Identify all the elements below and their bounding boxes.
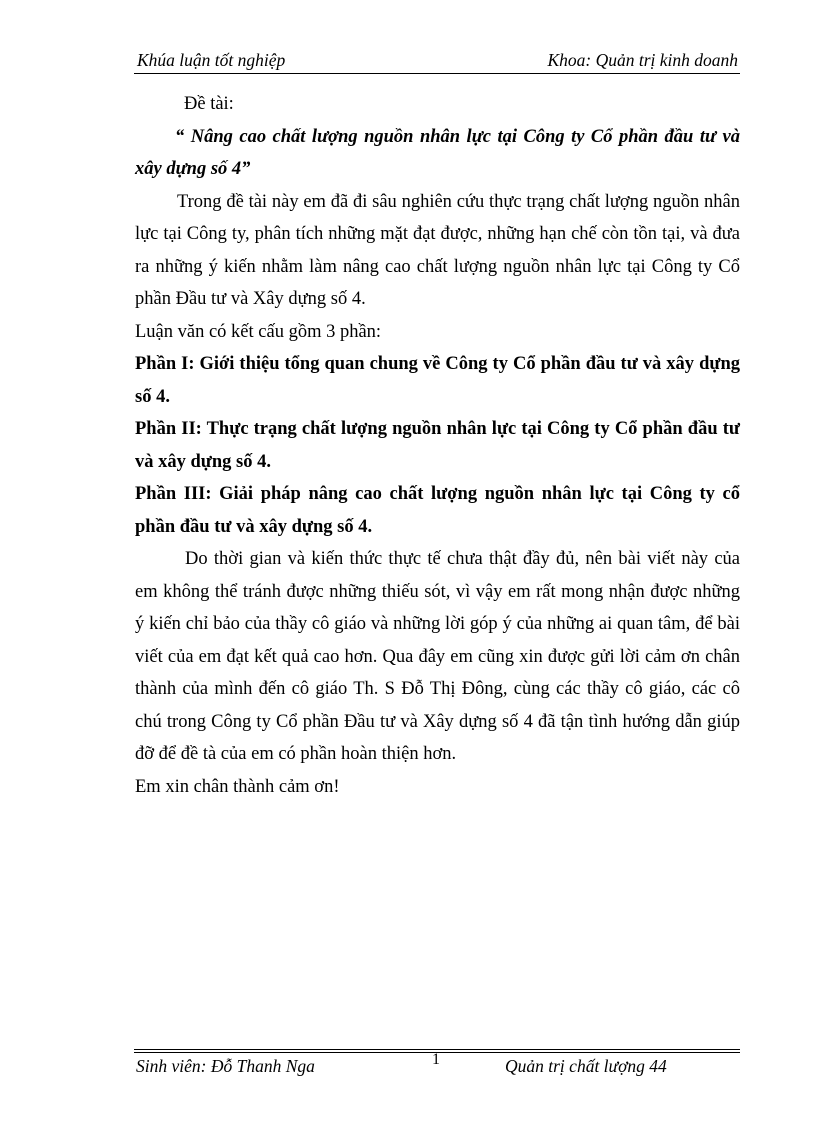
page-footer — [134, 1051, 740, 1080]
footer-class: Quản trị chất lượng 44 — [505, 1056, 667, 1076]
closing-paragraph: Do thời gian và kiến thức thực tế chưa thật đầy đủ, nên bài viết này của em không thể tránh được những thiếu sót, vì vậy em rất mong nhận được những ý kiến chỉ bảo của thầy cô giáo và những lời góp ý của những ai quan tâm, để bài viết của em đạt kết quả cao hơn. Qua đây em cũng xin được gửi lời cảm ơn chân thành của mình đến cô giáo Th. S Đỗ Thị Đông, cùng các thầy cô giáo, các cô chú trong Công ty Cổ phần Đầu tư và Xây dựng số 4 đã tận tình hướng dẫn giúp đỡ để đề tà của em có phần hoàn thiện hơn. — [135, 549, 740, 764]
header-divider — [134, 73, 740, 74]
header-faculty-label: Khoa: Quản trị kinh doanh — [547, 50, 738, 70]
part-2-heading: Phần II: Thực trạng chất lượng nguồn nhân lực tại Công ty Cổ phần đầu tư và xây dựng số 4. — [135, 419, 740, 472]
header-thesis-label: Khúa luận tốt nghiệp — [137, 50, 286, 70]
intro-paragraph: Trong đề tài này em đã đi sâu nghiên cứu thực trạng chất lượng nguồn nhân lực tại Công ty, phân tích những mặt đạt được, những hạn chế còn tồn tại, và đưa ra những ý kiến nhằm làm nâng cao chất lượng nguồn nhân lực tại Công ty Cổ phần Đầu tư và Xây dựng số 4. — [135, 191, 740, 309]
page-number: 1 — [432, 1051, 440, 1068]
structure-line: Luận văn có kết cấu gồm 3 phần: — [135, 321, 382, 342]
topic-label: Đề tài: — [184, 94, 234, 114]
footer-student: Sinh viên: Đỗ Thanh Nga — [136, 1056, 315, 1076]
page-body — [135, 88, 740, 803]
thanks-line: Em xin chân thành cảm ơn! — [135, 776, 340, 797]
footer-divider-top — [134, 1049, 740, 1050]
part-1-heading: Phần I: Giới thiệu tổng quan chung về Công ty Cổ phần đầu tư và xây dựng số 4. — [135, 354, 740, 407]
topic-title: “ Nâng cao chất lượng nguồn nhân lực tại Công ty Cổ phần đầu tư và xây dựng số 4” — [135, 126, 740, 179]
part-3-heading: Phần III: Giải pháp nâng cao chất lượng nguồn nhân lực tại Công ty cổ phần đầu tư và xây dựng số 4. — [135, 484, 740, 537]
